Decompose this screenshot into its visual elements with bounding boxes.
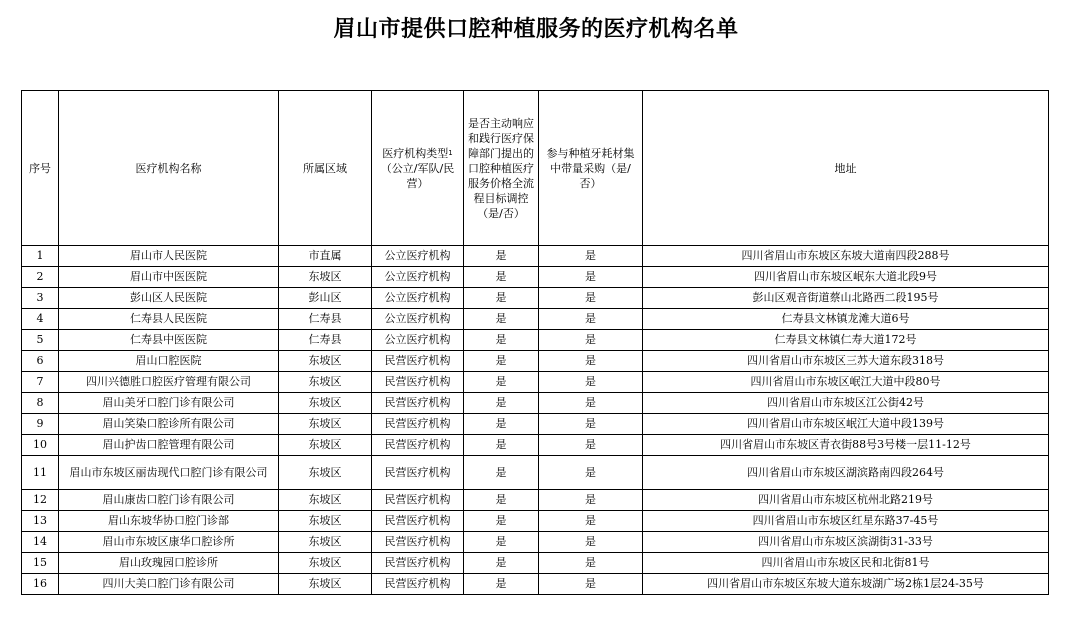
table-row xyxy=(22,372,1049,393)
cell-respond: 是 xyxy=(464,267,539,288)
cell-type: 民营医疗机构 xyxy=(372,372,464,393)
cell-respond: 是 xyxy=(464,435,539,456)
cell-area: 东坡区 xyxy=(279,553,372,574)
header-procure: 参与种植牙耗材集中带量采购（是/否） xyxy=(539,91,643,246)
cell-type: 民营医疗机构 xyxy=(372,414,464,435)
cell-respond: 是 xyxy=(464,351,539,372)
cell-address: 四川省眉山市东坡区岷江大道中段139号 xyxy=(643,414,1049,435)
header-seq: 序号 xyxy=(22,91,59,246)
cell-area: 东坡区 xyxy=(279,532,372,553)
cell-name: 眉山市东坡区丽齿现代口腔门诊有限公司 xyxy=(59,456,279,490)
cell-procure: 是 xyxy=(539,393,643,414)
table-row xyxy=(22,574,1049,595)
cell-type: 公立医疗机构 xyxy=(372,267,464,288)
cell-area: 彭山区 xyxy=(279,288,372,309)
cell-name: 彭山区人民医院 xyxy=(59,288,279,309)
cell-seq: 4 xyxy=(22,309,59,330)
cell-name: 仁寿县中医医院 xyxy=(59,330,279,351)
cell-seq: 3 xyxy=(22,288,59,309)
cell-name: 仁寿县人民医院 xyxy=(59,309,279,330)
cell-procure: 是 xyxy=(539,351,643,372)
cell-procure: 是 xyxy=(539,330,643,351)
cell-area: 仁寿县 xyxy=(279,330,372,351)
cell-address: 仁寿县文林镇龙滩大道6号 xyxy=(643,309,1049,330)
cell-address: 四川省眉山市东坡区东坡大道东坡湖广场2栋1层24-35号 xyxy=(643,574,1049,595)
cell-respond: 是 xyxy=(464,511,539,532)
cell-area: 东坡区 xyxy=(279,414,372,435)
cell-type: 民营医疗机构 xyxy=(372,393,464,414)
cell-respond: 是 xyxy=(464,372,539,393)
cell-seq: 6 xyxy=(22,351,59,372)
cell-procure: 是 xyxy=(539,309,643,330)
cell-procure: 是 xyxy=(539,490,643,511)
cell-respond: 是 xyxy=(464,532,539,553)
cell-procure: 是 xyxy=(539,414,643,435)
cell-name: 眉山玫瑰园口腔诊所 xyxy=(59,553,279,574)
table-row xyxy=(22,288,1049,309)
cell-type: 民营医疗机构 xyxy=(372,456,464,490)
cell-area: 东坡区 xyxy=(279,511,372,532)
cell-respond: 是 xyxy=(464,414,539,435)
cell-type: 民营医疗机构 xyxy=(372,435,464,456)
cell-respond: 是 xyxy=(464,490,539,511)
cell-seq: 8 xyxy=(22,393,59,414)
cell-name: 四川兴德胜口腔医疗管理有限公司 xyxy=(59,372,279,393)
cell-seq: 7 xyxy=(22,372,59,393)
cell-name: 眉山美牙口腔门诊有限公司 xyxy=(59,393,279,414)
cell-area: 东坡区 xyxy=(279,490,372,511)
table-row xyxy=(22,456,1049,490)
cell-address: 四川省眉山市东坡区杭州北路219号 xyxy=(643,490,1049,511)
table-header-row xyxy=(22,91,1049,246)
cell-respond: 是 xyxy=(464,574,539,595)
cell-name: 眉山东坡华协口腔门诊部 xyxy=(59,511,279,532)
cell-seq: 5 xyxy=(22,330,59,351)
cell-procure: 是 xyxy=(539,246,643,267)
cell-procure: 是 xyxy=(539,267,643,288)
cell-name: 眉山康齿口腔门诊有限公司 xyxy=(59,490,279,511)
cell-area: 东坡区 xyxy=(279,456,372,490)
header-name: 医疗机构名称 xyxy=(59,91,279,246)
table-row xyxy=(22,511,1049,532)
header-area: 所属区域 xyxy=(279,91,372,246)
page-title: 眉山市提供口腔种植服务的医疗机构名单 xyxy=(333,17,739,42)
cell-area: 市直属 xyxy=(279,246,372,267)
cell-type: 民营医疗机构 xyxy=(372,490,464,511)
cell-area: 东坡区 xyxy=(279,267,372,288)
cell-area: 东坡区 xyxy=(279,372,372,393)
cell-procure: 是 xyxy=(539,574,643,595)
cell-type: 民营医疗机构 xyxy=(372,351,464,372)
table-row xyxy=(22,490,1049,511)
cell-name: 眉山市人民医院 xyxy=(59,246,279,267)
cell-respond: 是 xyxy=(464,309,539,330)
cell-address: 四川省眉山市东坡区岷江大道中段80号 xyxy=(643,372,1049,393)
cell-type: 民营医疗机构 xyxy=(372,553,464,574)
cell-procure: 是 xyxy=(539,372,643,393)
cell-area: 东坡区 xyxy=(279,435,372,456)
cell-name: 眉山护齿口腔管理有限公司 xyxy=(59,435,279,456)
cell-seq: 15 xyxy=(22,553,59,574)
cell-respond: 是 xyxy=(464,246,539,267)
table-row xyxy=(22,393,1049,414)
table-row xyxy=(22,414,1049,435)
cell-procure: 是 xyxy=(539,435,643,456)
table-row xyxy=(22,532,1049,553)
table-row xyxy=(22,330,1049,351)
cell-procure: 是 xyxy=(539,532,643,553)
cell-seq: 14 xyxy=(22,532,59,553)
cell-seq: 11 xyxy=(22,456,59,490)
cell-type: 民营医疗机构 xyxy=(372,574,464,595)
header-type-note: （公立/军队/民营） xyxy=(380,161,455,190)
table-row xyxy=(22,553,1049,574)
cell-respond: 是 xyxy=(464,456,539,490)
cell-seq: 16 xyxy=(22,574,59,595)
cell-address: 彭山区观音街道蔡山北路西二段195号 xyxy=(643,288,1049,309)
cell-procure: 是 xyxy=(539,288,643,309)
institution-table xyxy=(21,90,1049,595)
cell-area: 仁寿县 xyxy=(279,309,372,330)
cell-address: 四川省眉山市东坡区青衣街88号3号楼一层11-12号 xyxy=(643,435,1049,456)
cell-address: 四川省眉山市东坡区东坡大道南四段288号 xyxy=(643,246,1049,267)
cell-type: 民营医疗机构 xyxy=(372,532,464,553)
cell-respond: 是 xyxy=(464,553,539,574)
cell-procure: 是 xyxy=(539,511,643,532)
cell-address: 四川省眉山市东坡区湖滨路南四段264号 xyxy=(643,456,1049,490)
cell-name: 眉山市中医医院 xyxy=(59,267,279,288)
cell-seq: 2 xyxy=(22,267,59,288)
header-type-label: 医疗机构类型 xyxy=(382,146,449,160)
cell-area: 东坡区 xyxy=(279,574,372,595)
cell-name: 眉山市东坡区康华口腔诊所 xyxy=(59,532,279,553)
table-row xyxy=(22,267,1049,288)
cell-name: 四川大美口腔门诊有限公司 xyxy=(59,574,279,595)
cell-seq: 12 xyxy=(22,490,59,511)
cell-address: 四川省眉山市东坡区红星东路37-45号 xyxy=(643,511,1049,532)
cell-seq: 13 xyxy=(22,511,59,532)
cell-name: 眉山笑染口腔诊所有限公司 xyxy=(59,414,279,435)
header-type xyxy=(372,91,464,246)
cell-seq: 1 xyxy=(22,246,59,267)
cell-procure: 是 xyxy=(539,456,643,490)
cell-seq: 9 xyxy=(22,414,59,435)
cell-respond: 是 xyxy=(464,330,539,351)
cell-address: 四川省眉山市东坡区三苏大道东段318号 xyxy=(643,351,1049,372)
cell-type: 公立医疗机构 xyxy=(372,246,464,267)
table-row xyxy=(22,351,1049,372)
cell-respond: 是 xyxy=(464,288,539,309)
table-row xyxy=(22,246,1049,267)
header-type-footnote: 1 xyxy=(448,148,453,157)
cell-seq: 10 xyxy=(22,435,59,456)
cell-type: 公立医疗机构 xyxy=(372,330,464,351)
cell-address: 仁寿县文林镇仁寿大道172号 xyxy=(643,330,1049,351)
cell-procure: 是 xyxy=(539,553,643,574)
cell-name: 眉山口腔医院 xyxy=(59,351,279,372)
cell-address: 四川省眉山市东坡区江公街42号 xyxy=(643,393,1049,414)
cell-area: 东坡区 xyxy=(279,393,372,414)
cell-address: 四川省眉山市东坡区滨湖街31-33号 xyxy=(643,532,1049,553)
cell-address: 四川省眉山市东坡区民和北街81号 xyxy=(643,553,1049,574)
header-address: 地址 xyxy=(643,91,1049,246)
cell-address: 四川省眉山市东坡区岷东大道北段9号 xyxy=(643,267,1049,288)
header-respond: 是否主动响应和践行医疗保障部门提出的口腔种植医疗服务价格全流程目标调控（是/否） xyxy=(464,91,539,246)
table-row xyxy=(22,435,1049,456)
cell-type: 民营医疗机构 xyxy=(372,511,464,532)
table-row xyxy=(22,309,1049,330)
cell-type: 公立医疗机构 xyxy=(372,309,464,330)
cell-respond: 是 xyxy=(464,393,539,414)
cell-area: 东坡区 xyxy=(279,351,372,372)
cell-type: 公立医疗机构 xyxy=(372,288,464,309)
